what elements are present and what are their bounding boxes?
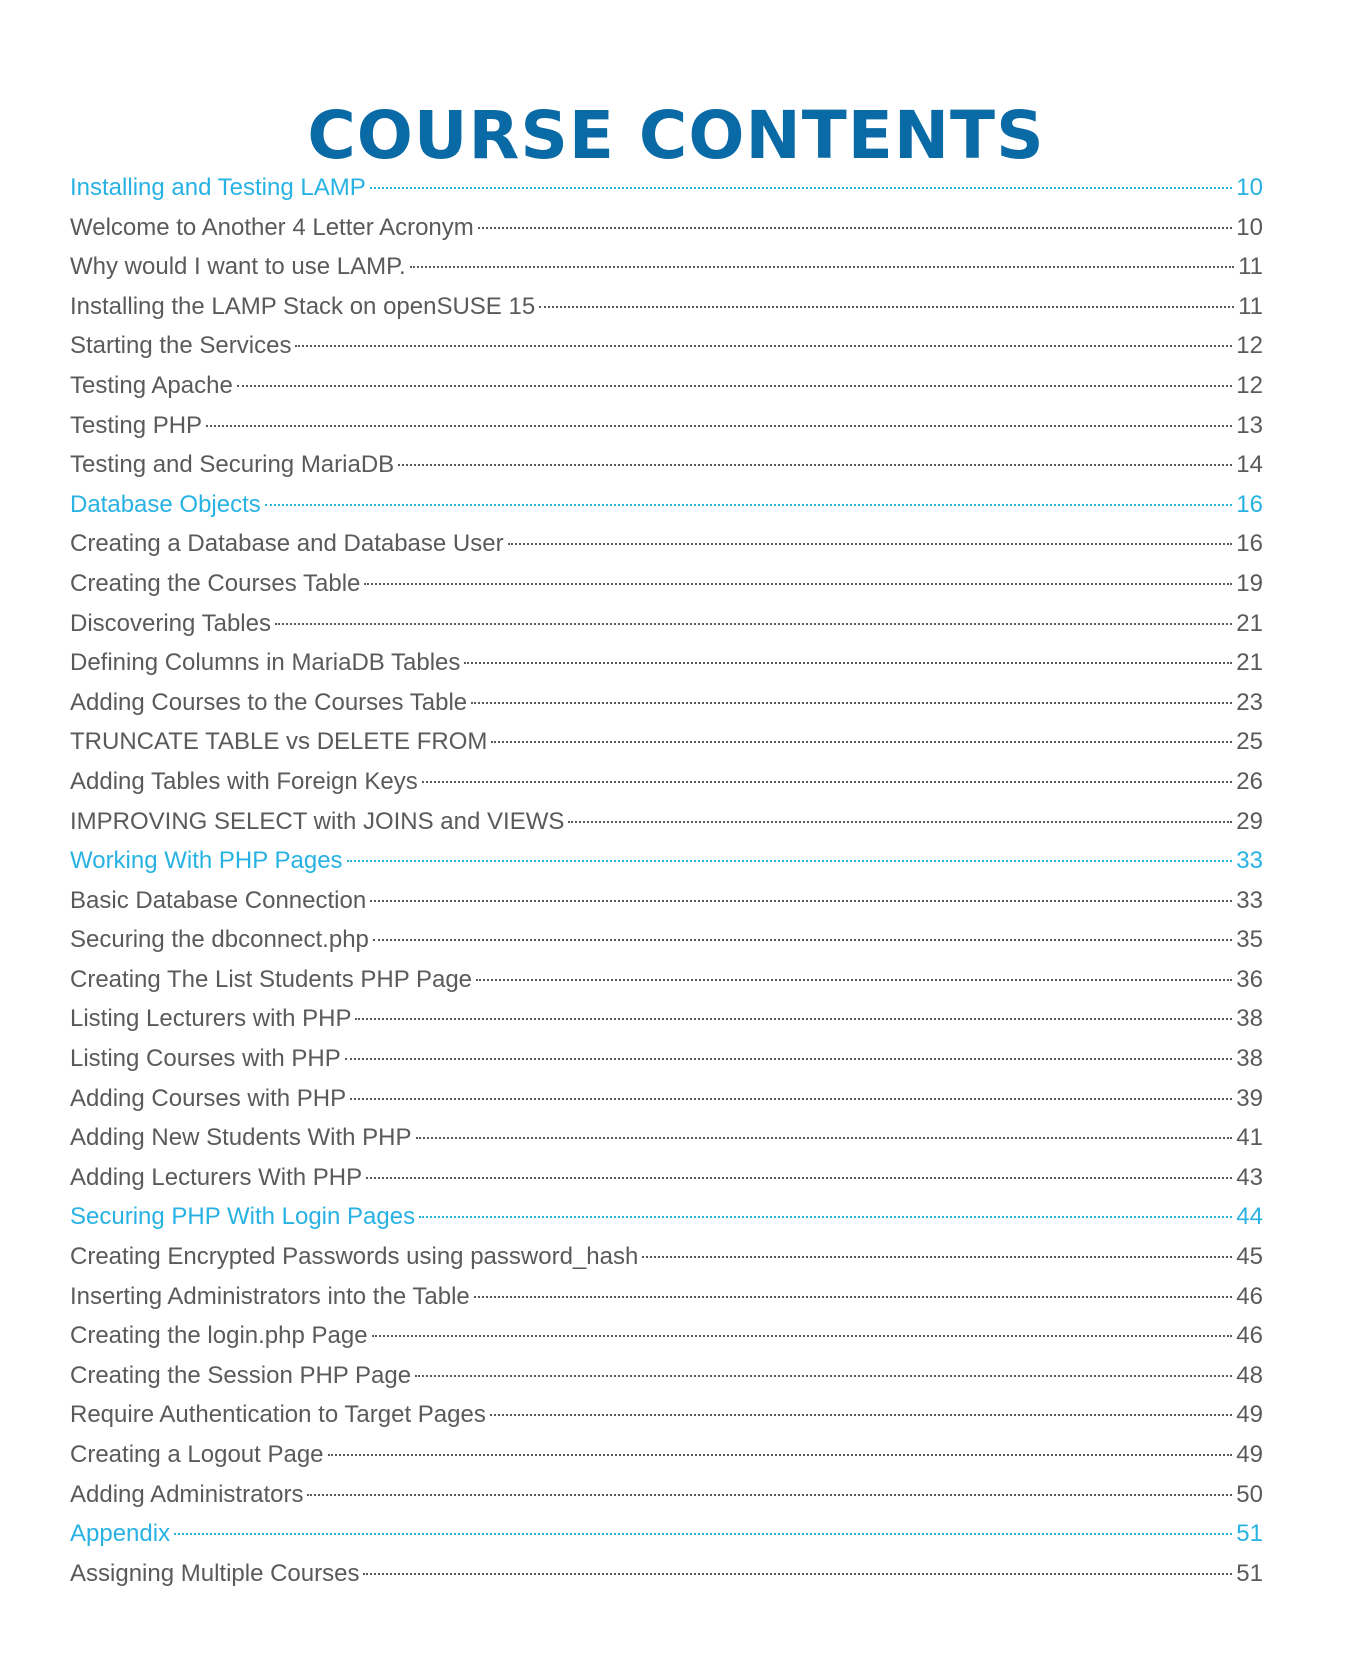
toc-section-entry[interactable] (70, 1395, 1263, 1435)
toc-entry-label: Testing and Securing MariaDB (70, 451, 395, 479)
toc-dot-leader (642, 1256, 1232, 1258)
toc-entry-label: Adding Courses with PHP (70, 1084, 347, 1112)
toc-entry-label: Adding Tables with Foreign Keys (70, 767, 418, 795)
toc-section-entry[interactable] (70, 762, 1263, 802)
toc-page-number: 50 (1236, 1480, 1263, 1508)
toc-page-number: 29 (1236, 807, 1263, 835)
toc-page-number: 12 (1236, 371, 1263, 399)
toc-page-number: 11 (1238, 292, 1263, 320)
toc-chapter-entry[interactable] (70, 841, 1263, 881)
toc-dot-leader (464, 662, 1232, 664)
toc-page-number: 19 (1236, 569, 1263, 597)
toc-entry-label: Adding New Students With PHP (70, 1124, 412, 1152)
toc-section-entry[interactable] (70, 920, 1263, 960)
toc-dot-leader (355, 1018, 1232, 1020)
toc-entry-label: Securing PHP With Login Pages (70, 1203, 416, 1231)
toc-section-entry[interactable] (70, 247, 1263, 287)
toc-section-entry[interactable] (70, 208, 1263, 248)
toc-page-number: 46 (1236, 1322, 1263, 1350)
toc-dot-leader (237, 385, 1233, 387)
toc-section-entry[interactable] (70, 326, 1263, 366)
toc-section-entry[interactable] (70, 960, 1263, 1000)
toc-page-number: 35 (1236, 926, 1263, 954)
toc-dot-leader (422, 781, 1233, 783)
toc-dot-leader (476, 979, 1232, 981)
toc-entry-label: Creating the Session PHP Page (70, 1361, 412, 1389)
toc-section-entry[interactable] (70, 1316, 1263, 1356)
toc-chapter-entry[interactable] (70, 168, 1263, 208)
toc-page-number: 21 (1236, 649, 1263, 677)
toc-dot-leader (415, 1375, 1232, 1377)
toc-entry-label: TRUNCATE TABLE vs DELETE FROM (70, 728, 488, 756)
toc-entry-label: Adding Lecturers With PHP (70, 1163, 363, 1191)
toc-dot-leader (419, 1216, 1232, 1218)
toc-section-entry[interactable] (70, 1039, 1263, 1079)
toc-dot-leader (508, 543, 1233, 545)
toc-section-entry[interactable] (70, 445, 1263, 485)
toc-page-number: 26 (1236, 767, 1263, 795)
toc-dot-leader (370, 900, 1232, 902)
toc-chapter-entry[interactable] (70, 1197, 1263, 1237)
toc-section-entry[interactable] (70, 643, 1263, 683)
toc-entry-label: Assigning Multiple Courses (70, 1559, 360, 1587)
toc-entry-label: Securing the dbconnect.php (70, 926, 369, 954)
toc-dot-leader (328, 1454, 1233, 1456)
toc-chapter-entry[interactable] (70, 1514, 1263, 1554)
toc-entry-label: Basic Database Connection (70, 886, 367, 914)
toc-page-number: 25 (1236, 728, 1263, 756)
toc-page-number: 51 (1236, 1520, 1263, 1548)
table-of-contents (70, 168, 1263, 1593)
toc-section-entry[interactable] (70, 1079, 1263, 1119)
toc-page-number: 41 (1236, 1124, 1263, 1152)
toc-section-entry[interactable] (70, 881, 1263, 921)
toc-page-number: 51 (1236, 1559, 1263, 1587)
toc-section-entry[interactable] (70, 722, 1263, 762)
toc-dot-leader (295, 345, 1232, 347)
toc-dot-leader (307, 1494, 1232, 1496)
toc-entry-label: Creating a Logout Page (70, 1441, 324, 1468)
toc-page-number: 38 (1236, 1045, 1263, 1073)
toc-dot-leader (568, 821, 1232, 823)
toc-chapter-entry[interactable] (70, 485, 1263, 525)
toc-entry-label: Creating Encrypted Passwords using password_hash (70, 1243, 639, 1271)
toc-page-number: 36 (1236, 965, 1263, 993)
toc-dot-leader (398, 464, 1232, 466)
toc-section-entry[interactable] (70, 1475, 1263, 1515)
toc-entry-label: Listing Lecturers with PHP (70, 1005, 352, 1033)
toc-entry-label: Installing the LAMP Stack on openSUSE 15 (70, 292, 536, 320)
toc-entry-label: Working With PHP Pages (70, 847, 343, 875)
toc-dot-leader (471, 702, 1232, 704)
toc-page-number: 10 (1236, 213, 1263, 241)
toc-section-entry[interactable] (70, 287, 1263, 327)
toc-section-entry[interactable] (70, 1554, 1263, 1594)
toc-dot-leader (347, 860, 1233, 862)
toc-section-entry[interactable] (70, 1237, 1263, 1277)
toc-section-entry[interactable] (70, 366, 1263, 406)
toc-page-number: 13 (1236, 411, 1263, 439)
toc-page-number: 33 (1236, 847, 1263, 875)
toc-dot-leader (174, 1533, 1232, 1535)
toc-dot-leader (370, 187, 1233, 189)
toc-section-entry[interactable] (70, 999, 1263, 1039)
toc-page-number: 39 (1236, 1084, 1263, 1112)
toc-page-number: 12 (1236, 332, 1263, 360)
toc-dot-leader (372, 1335, 1233, 1337)
toc-entry-label: Testing PHP (70, 411, 203, 439)
toc-dot-leader (366, 1177, 1232, 1179)
toc-entry-label: Creating The List Students PHP Page (70, 965, 473, 993)
toc-dot-leader (206, 425, 1232, 427)
toc-entry-label: Welcome to Another 4 Letter Acronym (70, 213, 474, 241)
toc-page-number: 33 (1236, 886, 1263, 914)
toc-section-entry[interactable] (70, 406, 1263, 446)
toc-dot-leader (345, 1058, 1233, 1060)
toc-entry-label: Require Authentication to Target Pages (70, 1401, 486, 1429)
toc-entry-label: Appendix (70, 1520, 171, 1548)
toc-dot-leader (373, 939, 1232, 941)
toc-section-entry[interactable] (70, 524, 1263, 564)
toc-entry-label: Creating the Courses Table (70, 569, 361, 597)
toc-section-entry[interactable] (70, 1277, 1263, 1317)
toc-section-entry[interactable] (70, 802, 1263, 842)
toc-section-entry[interactable] (70, 564, 1263, 604)
toc-page-number: 10 (1236, 174, 1263, 201)
toc-section-entry[interactable] (70, 1356, 1263, 1396)
toc-dot-leader (364, 583, 1232, 585)
toc-entry-label: Installing and Testing LAMP (70, 174, 366, 201)
toc-page-number: 16 (1236, 530, 1263, 558)
toc-page-number: 49 (1236, 1441, 1263, 1468)
toc-page-number: 23 (1236, 688, 1263, 716)
toc-entry-label: Creating the login.php Page (70, 1322, 368, 1350)
toc-dot-leader (490, 1414, 1232, 1416)
toc-section-entry[interactable] (70, 1158, 1263, 1198)
toc-page-number: 16 (1236, 490, 1263, 518)
toc-dot-leader (265, 504, 1233, 506)
toc-page-number: 44 (1236, 1203, 1263, 1231)
toc-entry-label: Inserting Administrators into the Table (70, 1282, 470, 1310)
toc-dot-leader (474, 1296, 1233, 1298)
toc-entry-label: Adding Administrators (70, 1480, 304, 1508)
toc-page-number: 14 (1236, 451, 1263, 479)
toc-page-number: 49 (1236, 1401, 1263, 1429)
toc-entry-label: Creating a Database and Database User (70, 530, 504, 558)
toc-entry-label: Discovering Tables (70, 609, 271, 637)
toc-section-entry[interactable] (70, 1118, 1263, 1158)
toc-entry-label: Listing Courses with PHP (70, 1045, 341, 1073)
toc-page-number: 38 (1236, 1005, 1263, 1033)
toc-page-number: 21 (1236, 609, 1263, 637)
toc-dot-leader (539, 306, 1234, 308)
toc-dot-leader (350, 1098, 1232, 1100)
toc-section-entry[interactable] (70, 1435, 1263, 1475)
toc-entry-label: Defining Columns in MariaDB Tables (70, 649, 461, 677)
page-title: COURSE CONTENTS (307, 97, 1045, 175)
toc-page-number: 46 (1236, 1282, 1263, 1310)
toc-page-number: 43 (1236, 1163, 1263, 1191)
toc-section-entry[interactable] (70, 683, 1263, 723)
toc-dot-leader (416, 1137, 1233, 1139)
toc-dot-leader (478, 227, 1233, 229)
toc-dot-leader (491, 741, 1232, 743)
toc-entry-label: IMPROVING SELECT with JOINS and VIEWS (70, 807, 565, 835)
toc-entry-label: Database Objects (70, 490, 261, 518)
toc-entry-label: Adding Courses to the Courses Table (70, 688, 468, 716)
toc-entry-label: Starting the Services (70, 332, 292, 360)
toc-dot-leader (363, 1573, 1232, 1575)
toc-dot-leader (275, 623, 1232, 625)
toc-page-number: 45 (1236, 1243, 1263, 1271)
toc-entry-label: Why would I want to use LAMP. (70, 253, 406, 281)
toc-dot-leader (410, 266, 1234, 268)
toc-entry-label: Testing Apache (70, 371, 233, 399)
toc-section-entry[interactable] (70, 604, 1263, 644)
toc-page-number: 48 (1236, 1361, 1263, 1389)
toc-page-number: 11 (1238, 253, 1263, 281)
